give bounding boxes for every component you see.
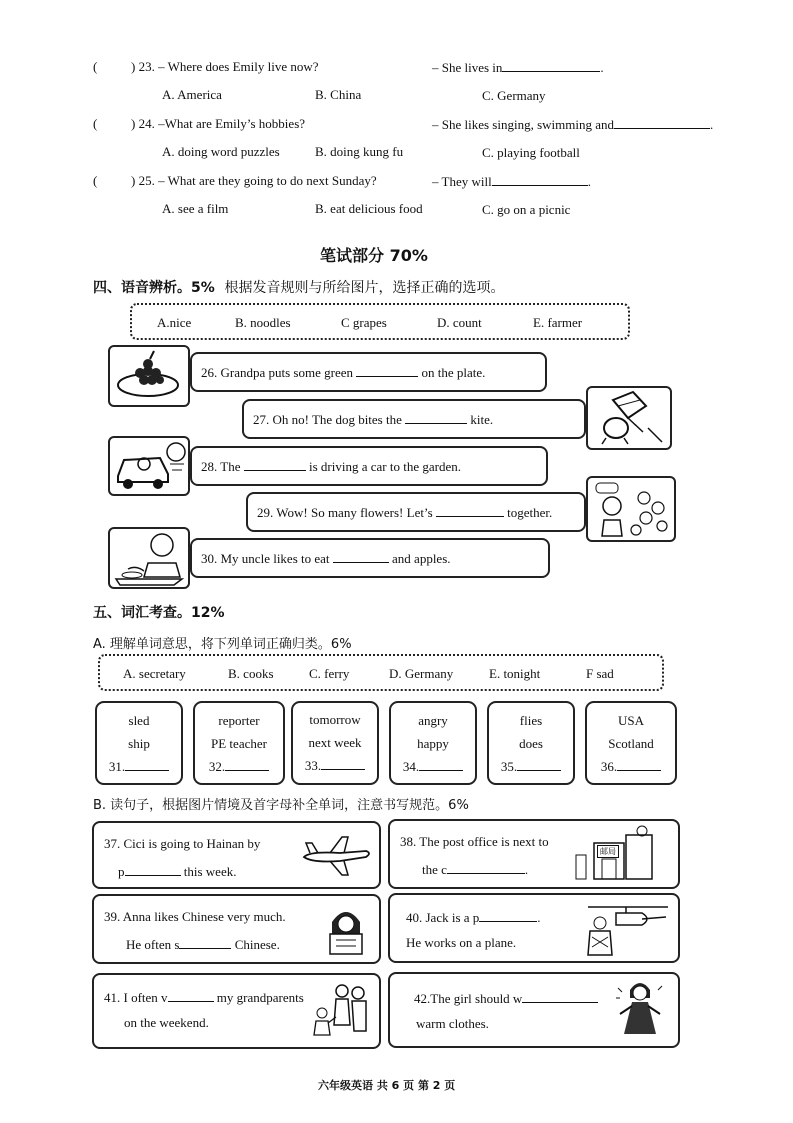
answer-line: – She lives in .: [432, 60, 604, 75]
section5-heading: 五、词汇考查。12%: [93, 605, 225, 621]
option: D. Germany: [389, 666, 454, 681]
section4-heading: 四、语音辨析。5% 根据发音规则与所给图片，选择正确的选项。: [93, 280, 505, 296]
written-part-title: 笔试部分 70%: [320, 246, 428, 265]
option-c: C. Germany: [482, 88, 546, 103]
category-box-33: tomorrow next week 33.: [291, 701, 379, 785]
option: D. count: [437, 315, 482, 330]
phonics-options-box: [130, 303, 630, 340]
option: C. ferry: [309, 666, 350, 681]
answer-line: – They will .: [432, 174, 591, 189]
sentence-28: 28. The is driving a car to the garden.: [190, 446, 548, 486]
part-b-instruction: B. 读句子，根据图片情境及首字母补全单词，注意书写规范。6%: [93, 798, 469, 813]
option: C grapes: [341, 315, 387, 330]
sentence-29: 29. Wow! So many flowers! Let’s together.: [246, 492, 586, 532]
option-a: A. see a film: [162, 201, 229, 216]
noodles-boy-image: [108, 527, 190, 589]
post-office-sign: 邮局: [597, 845, 619, 858]
counting-flowers-image: [586, 476, 676, 542]
dog-kite-image: [586, 386, 672, 450]
pilot-helicopter-image: [582, 899, 672, 957]
part-a-instruction: A. 理解单词意思，将下列单词正确归类。6%: [93, 637, 352, 652]
option-c: C. go on a picnic: [482, 202, 571, 217]
option: F sad: [586, 666, 614, 681]
question-text: ) 23. – Where does Emily live now?: [131, 59, 319, 74]
item-37-box: 37. Cici is going to Hainan by p this week.: [92, 821, 381, 889]
item-40-box: 40. Jack is a p . He works on a plane.: [388, 893, 680, 963]
page-footer: 六年级英语 共 6 页 第 2 页: [318, 1079, 456, 1092]
category-box-36: USA Scotland 36.: [585, 701, 677, 785]
paren: (: [93, 59, 98, 74]
option-a: A. doing word puzzles: [162, 144, 280, 159]
item-39-box: 39. Anna likes Chinese very much. He often s Chinese.: [92, 894, 381, 964]
category-box-32: reporter PE teacher 32.: [193, 701, 285, 785]
item-41-box: 41. I often v my grandparents on the weekend.: [92, 973, 381, 1049]
sentence-26: 26. Grandpa puts some green on the plate.: [190, 352, 547, 392]
airplane-image: [300, 833, 374, 879]
question-text: ) 25. – What are they going to do next Sunday?: [131, 173, 377, 188]
sentence-27: 27. Oh no! The dog bites the kite.: [242, 399, 586, 439]
paren: (: [93, 116, 98, 131]
option: E. tonight: [489, 666, 541, 681]
category-box-35: flies does 35.: [487, 701, 575, 785]
option: A. secretary: [123, 666, 186, 681]
sentence-30: 30. My uncle likes to eat and apples.: [190, 538, 550, 578]
option: A.nice: [157, 315, 192, 330]
item-38-box: 38. The post office is next to the c . 邮局: [388, 819, 680, 889]
answer-line: – She likes singing, swimming and .: [432, 117, 714, 132]
option: B. cooks: [228, 666, 274, 681]
grapes-plate-image: [108, 345, 190, 407]
option: E. farmer: [533, 315, 583, 330]
option-b: B. China: [315, 87, 362, 102]
girl-reading-image: [320, 904, 372, 956]
category-box-34: angry happy 34.: [389, 701, 477, 785]
farmer-car-image: [108, 436, 190, 496]
visiting-grandparents-image: [308, 981, 374, 1043]
paren: (: [93, 173, 98, 188]
question-text: ) 24. –What are Emily’s hobbies?: [131, 116, 306, 131]
cold-girl-image: [612, 978, 668, 1042]
option: B. noodles: [235, 315, 291, 330]
option-b: B. eat delicious food: [315, 201, 423, 216]
vocab-options-box: [98, 654, 664, 691]
post-office-image: [572, 825, 664, 883]
category-box-31: sled ship 31.: [95, 701, 183, 785]
item-42-box: 42.The girl should w warm clothes.: [388, 972, 680, 1048]
option-a: A. America: [162, 87, 222, 102]
option-c: C. playing football: [482, 145, 580, 160]
option-b: B. doing kung fu: [315, 144, 404, 159]
